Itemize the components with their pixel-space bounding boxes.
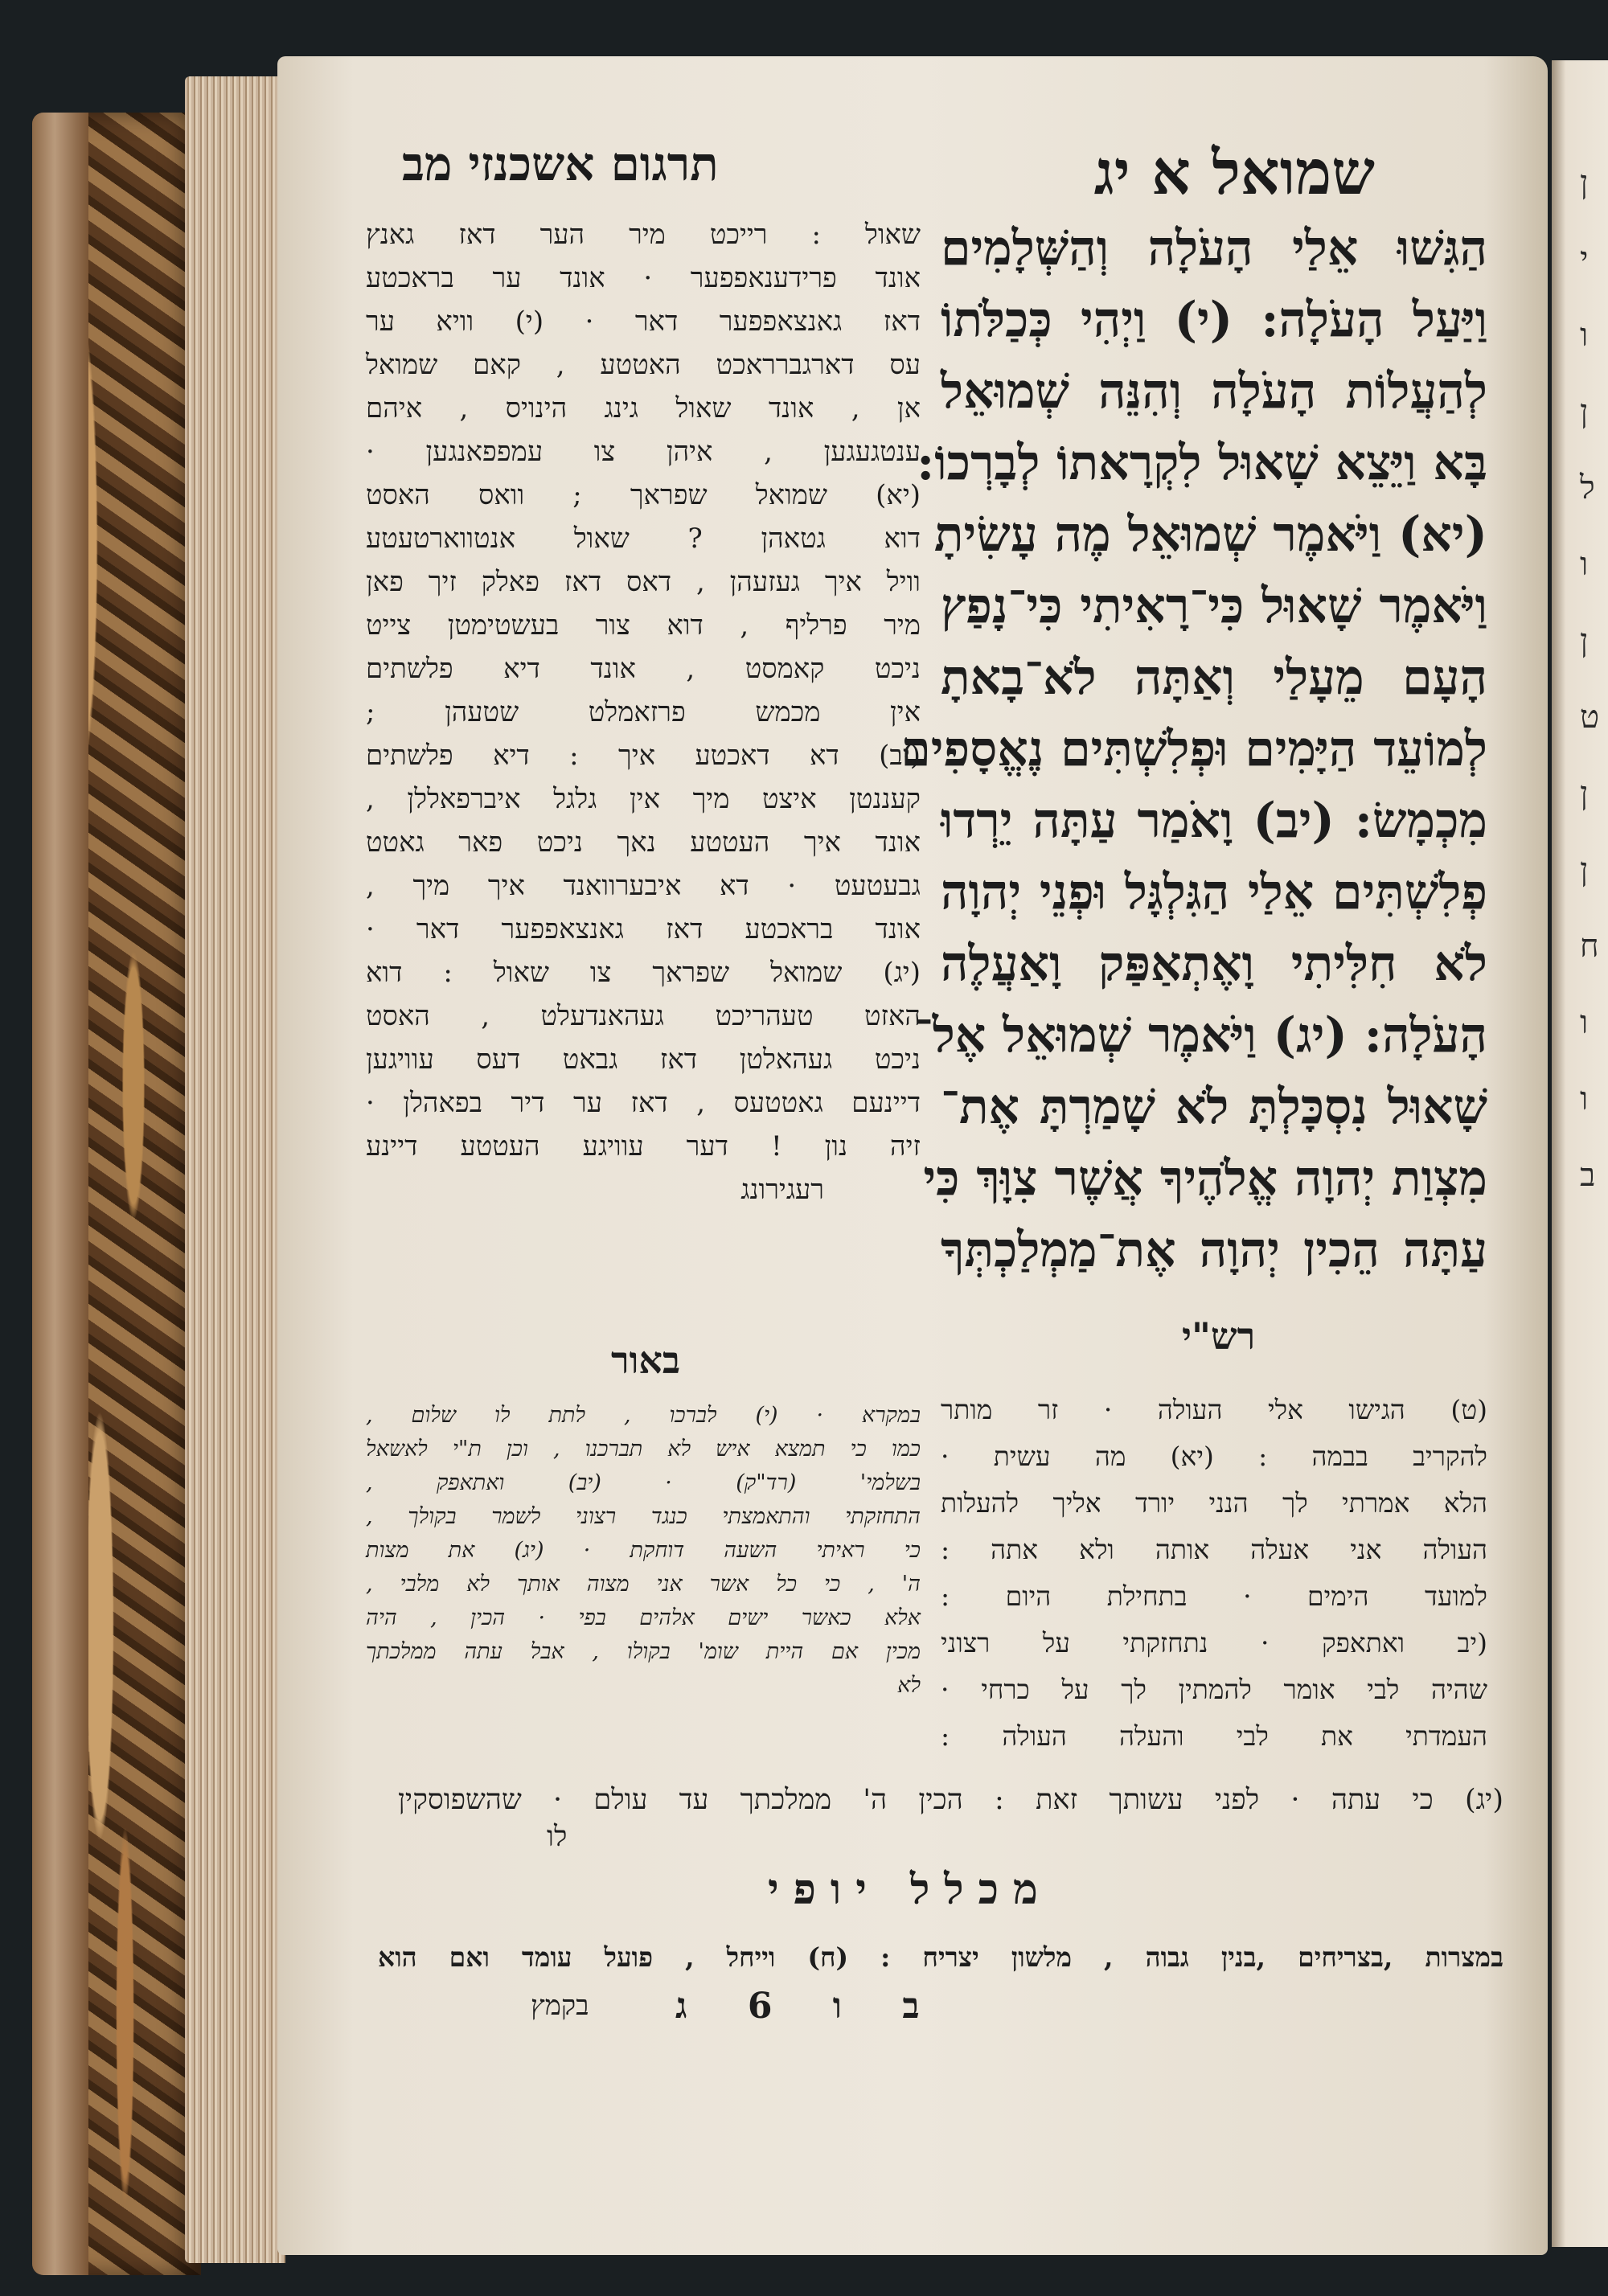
targum-line: אין מכמש פרזאמלט שטעהן ; xyxy=(366,696,921,728)
targum-line: (יא) שמואל שפראך ; וואס האסט xyxy=(366,479,921,511)
targum-line: אן , אונד שאול גינג הינויס , איהם xyxy=(366,392,921,424)
targum-line: (יב) דא דאכטע איך : דיא פלשתים xyxy=(366,740,921,772)
rashi-continuation-end: לו xyxy=(547,1821,568,1853)
hebrew-line: הָעָם מֵעָלַי וְאַתָּה לֹא־בָאתָ xyxy=(941,650,1487,706)
targum-line: שאול : רייכט מיר הער דאז גאנץ xyxy=(366,219,921,251)
facing-page-char: ב xyxy=(1580,1157,1596,1194)
targum-line: זיה נון ! דער עוויגע העטטע דיינע xyxy=(366,1130,921,1162)
targum-line: אונד איך העטטע נאך ניכט פאר גאטט xyxy=(366,826,921,859)
hebrew-line: הַגִּשׁוּ אֵלַי הָעֹלָה וְהַשְּׁלָמִים xyxy=(941,220,1487,277)
targum-line: ניכט קאמסט , אונד דיא פלשתים xyxy=(366,653,921,685)
biur-line: בשלמי' (רד"ק) · (יב) ואתאפק , xyxy=(366,1470,921,1495)
rashi-line: (יב ואתאפק · נתחזקתי על רצוני xyxy=(941,1627,1487,1658)
biur-line: לא xyxy=(897,1673,921,1698)
biur-commentary xyxy=(366,1399,921,1703)
running-head-book: שמואל א יג xyxy=(1093,137,1375,208)
targum-line: גבעטעט · דא איבערוואנד איך מיך , xyxy=(366,870,921,902)
facing-page-char: ו xyxy=(1580,317,1589,354)
hebrew-line: עַתָּה הֵכִין יְהוָה אֶת־מַמְלַכְתְּךָ xyxy=(941,1222,1487,1278)
targum-line: (יג) שמואל שפראך צו שאול : דוא xyxy=(366,957,921,989)
hebrew-line: מִכְמָשׂ: (יב) וָאֹמַר עַתָּה יֵרְדוּ xyxy=(941,793,1487,849)
mikhlol-yofi-heading: מכלל יופי xyxy=(768,1865,1052,1914)
hebrew-line: וַיַּעַל הָעֹלָה: (י) וַיְהִי כְּכַלֹּתוֹ xyxy=(941,292,1487,348)
facing-page-char: ו xyxy=(1580,1080,1589,1117)
hebrew-line: מִצְוַת יְהוָה אֱלֹהֶיךָ אֲשֶׁר צִוָּךְ כִּי xyxy=(923,1150,1487,1207)
hebrew-text-column xyxy=(900,213,1487,1286)
biur-line: כמו כי תמצא איש לא תברכנו , וכן ת"י לאשאל xyxy=(366,1437,921,1462)
targum-line: דאז גאנצאפפער דאר · (י) וויא ער xyxy=(366,305,921,338)
targum-line: ניכט געהאלטן דאז גבאט דעס עוויגען xyxy=(366,1043,921,1076)
hebrew-line: לְמוֹעֵד הַיָּמִים וּפְלִשְׁתִּים נֶאֱסָפִים xyxy=(900,721,1487,777)
catchword: בקמץ xyxy=(531,1990,589,2022)
hebrew-line: הָעֹלָה: (יג) וַיֹּאמֶר שְׁמוּאֵל אֶל־ xyxy=(913,1007,1487,1064)
biur-line: ה' , כי כל אשר אני מצוה אותך לא מלבי , xyxy=(366,1572,921,1597)
biur-line: התחזקתי והתאמצתי כנגד רצוני לשמר בקולך , xyxy=(366,1504,921,1529)
hebrew-line: לֹא חִלִּיתִי וָאֶתְאַפַּק וָאַעֲלֶה xyxy=(941,936,1487,992)
biur-line: במקרא · (י) לברכו , לתת לו שלום , xyxy=(366,1403,921,1428)
hebrew-line: בָּא וַיֵּצֵא שָׁאוּל לִקְרָאתוֹ לְבָרְכוֹ: xyxy=(917,435,1487,491)
rashi-commentary xyxy=(941,1387,1487,1760)
rashi-line: העמדתי את לבי והעלה העולה : xyxy=(941,1720,1487,1752)
biur-line: כי ראיתי השעה דוחקת · (יג) את מצות xyxy=(366,1538,921,1563)
targum-line: דוא גטאהן ? שאול אנטווארטעטע xyxy=(366,523,921,555)
hebrew-line: וַיֹּאמֶר שָׁאוּל כִּי־רָאִיתִי כִּי־נָפַץ xyxy=(941,578,1487,634)
rashi-line: הלא אמרתי לך הנני יורד אליך להעלות xyxy=(941,1487,1487,1519)
facing-page-char: ן xyxy=(1580,775,1589,812)
hebrew-line: פְלִשְׁתִּים אֵלַי הַגִּלְגָּל וּפְנֵי יְהוָה xyxy=(941,864,1487,920)
signature-mark: ב ו 6 ג xyxy=(675,1986,944,2027)
targum-line: אונד פרידענאפפער · אונד ער בראכטע xyxy=(366,262,921,294)
rashi-line: למועד הימים · בתחילת היום : xyxy=(941,1581,1487,1612)
facing-page-char: ל xyxy=(1580,469,1595,506)
facing-page-text xyxy=(1580,145,1608,1214)
facing-page-char: ן xyxy=(1580,851,1589,888)
targum-line: אונד בראכטע דאז גאנצאפפער דאר · xyxy=(366,913,921,945)
targum-line: עס דארגברראכט האטטע , קאם שמואל xyxy=(366,349,921,381)
targum-line: האזט טעהריכט געהאנדעלט , האסט xyxy=(366,1000,921,1032)
hebrew-line: שָׁאוּל נִסְכָּלְתָּ לֹא שָׁמַרְתָּ אֶת־ xyxy=(941,1079,1487,1135)
targum-column xyxy=(366,213,921,1212)
facing-page-char: ן xyxy=(1580,393,1589,430)
hebrew-line: לְהַעֲלוֹת הָעֹלָה וְהִנֵּה שְׁמוּאֵל xyxy=(941,363,1487,420)
targum-line: וויל איך געזעהן , דאס דאז פאלק זיך פאן xyxy=(366,566,921,598)
rashi-heading: רש"י xyxy=(1182,1314,1256,1358)
facing-page-char: ח xyxy=(1580,928,1599,965)
mikhlol-yofi-text: במצרות ,בצריחים ,בנין גבוה , מלשון יצריח : (ח) וייחל , פועל עומד ואם הוא xyxy=(378,1941,1503,1973)
targum-line: קעננטן איצט מיך אין גלגל איברפאללן , xyxy=(366,783,921,815)
targum-line: דיינעם גאטטעס , דאז ער דיר בפאהלן · xyxy=(366,1087,921,1119)
targum-line: ענטגעגען , איהן צו עמפפאנגען · xyxy=(366,436,921,468)
rashi-line: העולה אני אעלה אותה ולא אתה : xyxy=(941,1534,1487,1565)
rashi-line: (ט) הגישו אלי העולה · זר מותר xyxy=(941,1394,1487,1425)
biur-heading: באור xyxy=(611,1339,681,1382)
hebrew-line: (יא) וַיֹּאמֶר שְׁמוּאֵל מֶה עָשִׂיתָ xyxy=(933,506,1487,563)
biur-line: אלא כאשר ישים אלהים בפי · הכין , היה xyxy=(366,1605,921,1630)
rashi-line: שהיה לבי אומר להמתין לך על כרחי · xyxy=(941,1674,1487,1705)
leather-spine xyxy=(32,113,88,2275)
page-edges xyxy=(185,76,285,2263)
facing-page-char: י xyxy=(1580,240,1589,277)
facing-page-char: ן xyxy=(1580,164,1589,201)
facing-page-char: ו xyxy=(1580,546,1589,583)
rashi-line: להקריב בבמה : (יא) מה עשית · xyxy=(941,1441,1487,1472)
targum-line: רעגירונג xyxy=(740,1174,824,1206)
targum-line: מיר פרליף , דוא צור בעשטימטן צייט xyxy=(366,609,921,642)
facing-page-char: ן xyxy=(1580,622,1589,659)
running-head-targum: תרגום אשכנזי מב xyxy=(402,137,719,191)
biur-line: מכין אם היית שומ' בקולו , אבל עתה ממלכתך xyxy=(366,1639,921,1664)
rashi-continuation: (יג) כי עתה · לפני עשותך זאת : הכין ה' ממלכתך עד עולם · שהשפוסקין xyxy=(398,1784,1503,1816)
facing-page-char: ו xyxy=(1580,1004,1589,1041)
facing-page-char: ט xyxy=(1580,699,1600,736)
